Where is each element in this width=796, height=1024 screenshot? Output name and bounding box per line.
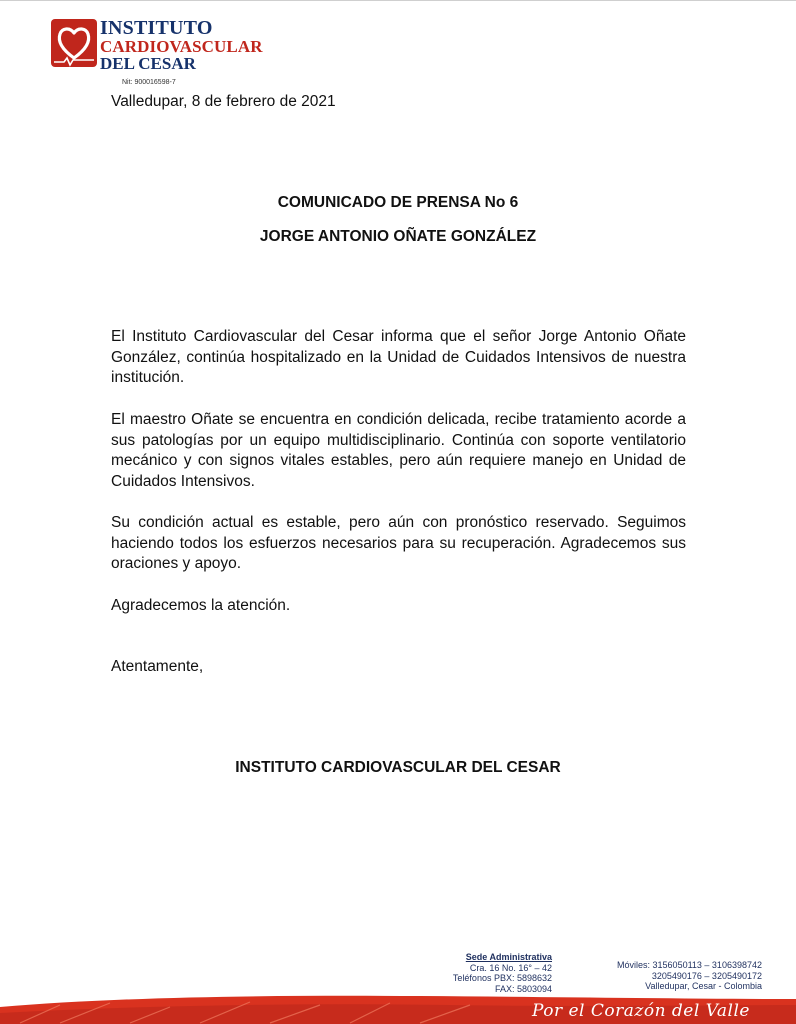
institution-logo [50,18,280,90]
page-top-border [0,0,796,1]
heart-ecg-logo-icon [50,18,98,70]
press-release-title: COMUNICADO DE PRENSA No 6 [277,194,519,211]
nit-number: Nit: 900016598-7 [122,79,176,86]
paragraph-2: El maestro Oñate se encuentra en condición delicada, recibe tratamiento acorde a sus patologías por un equipo multidisciplinario. Continúa con soporte ventilatorio mecánico y con signos vitales estables, pero aún requiere manejo en Unidad de Cuidados Intensivos. [111,411,686,490]
footer-slogan: Por el Corazón del Valle [531,1001,750,1021]
footer-fax: FAX: 5803094 [494,983,552,994]
logo-text-line-3: DEL CESAR [100,54,196,73]
document-date: Valledupar, 8 de febrero de 2021 [111,93,336,110]
paragraph-thanks: Agradecemos la atención. [111,597,291,614]
footer-mobile-contact [572,960,762,992]
press-release-subject: JORGE ANTONIO OÑATE GONZÁLEZ [259,228,537,245]
footer-city: Valledupar, Cesar - Colombia [645,981,762,991]
footer-admin-title: Sede Administrativa [465,952,552,962]
signature-institution: INSTITUTO CARDIOVASCULAR DEL CESAR [235,759,561,776]
closing-salutation: Atentamente, [111,658,204,675]
footer-admin-contact [420,952,552,994]
footer-phones: Teléfonos PBX: 5898632 [452,973,552,983]
logo-text-line-2: CARDIOVASCULAR [100,37,263,56]
footer-address: Cra. 16 No. 16° – 42 [469,962,552,973]
logo-text-line-1: INSTITUTO [100,17,213,39]
footer-mobiles-line-1: Móviles: 3156050113 – 3106398742 [617,960,762,970]
paragraph-1: El Instituto Cardiovascular del Cesar informa que el señor Jorge Antonio Oñate González, continúa hospitalizado en la Unidad de Cuidados Intensivos de nuestra institución. [111,328,686,387]
footer-mobiles-line-2: 3205490176 – 3205490172 [651,970,762,981]
paragraph-3: Su condición actual es estable, pero aún con pronóstico reservado. Seguimos haciendo todos los esfuerzos necesarios para su recuperación. Agradecemos sus oraciones y apoyo. [111,514,686,573]
